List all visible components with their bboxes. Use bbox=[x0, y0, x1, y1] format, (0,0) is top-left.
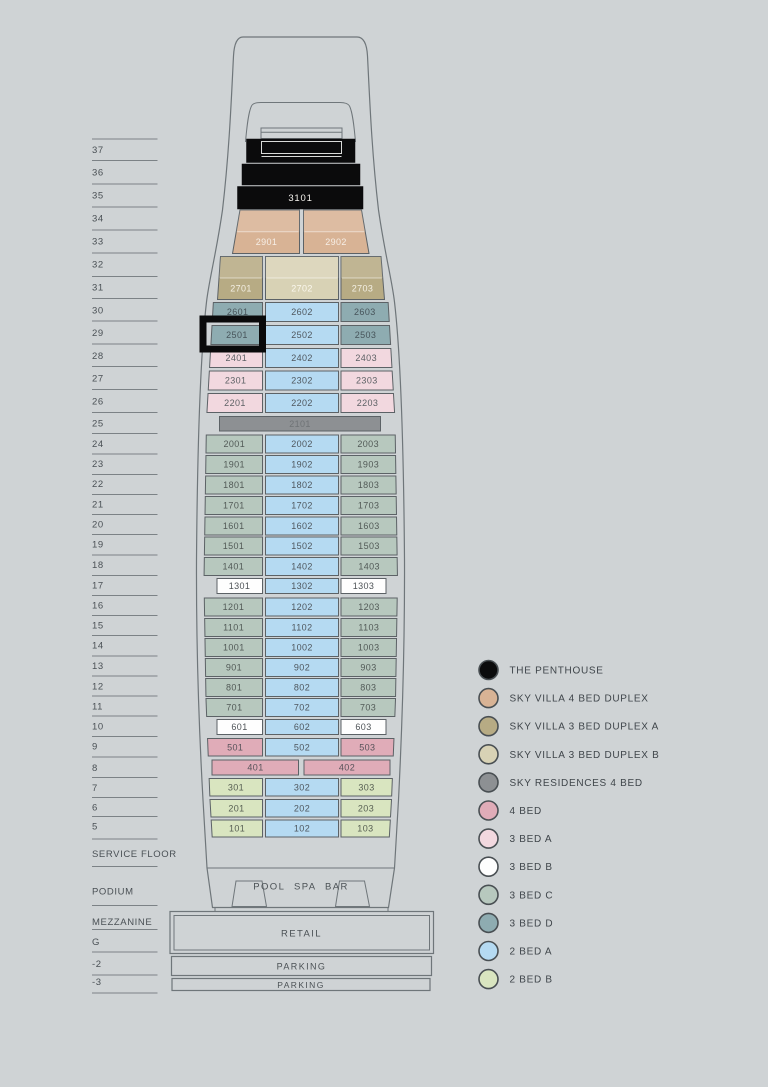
unit-cell-402[interactable] bbox=[304, 760, 390, 775]
unit-number: 2901 bbox=[255, 237, 278, 247]
unit-cell-401[interactable] bbox=[212, 760, 299, 775]
unit-number: 1602 bbox=[291, 521, 313, 532]
floor-label-7: 7 bbox=[92, 783, 98, 795]
floor-label-5: 5 bbox=[92, 821, 98, 833]
duplex-upper-half bbox=[304, 210, 366, 232]
unit-number: 801 bbox=[226, 682, 243, 693]
unit-cell-703[interactable] bbox=[341, 699, 396, 717]
unit-number: 301 bbox=[227, 782, 245, 793]
unit-number: 1702 bbox=[291, 500, 313, 511]
legend-label: THE PENTHOUSE bbox=[509, 665, 604, 677]
unit-cell-502[interactable] bbox=[266, 739, 339, 757]
legend-label: SKY RESIDENCES 4 BED bbox=[509, 777, 643, 789]
floor-label-29: 29 bbox=[92, 328, 104, 340]
duplex-upper-half bbox=[236, 210, 299, 232]
floor-label-27: 27 bbox=[92, 373, 104, 385]
unit-cell-803[interactable] bbox=[341, 679, 396, 697]
unit-cell-701[interactable] bbox=[206, 699, 263, 717]
unit-cell-2002[interactable] bbox=[266, 435, 339, 453]
unit-cell-2003[interactable] bbox=[341, 435, 396, 453]
floor-label-8: 8 bbox=[92, 763, 98, 775]
unit-number: 1302 bbox=[291, 581, 313, 592]
unit-number: 903 bbox=[360, 662, 377, 673]
unit-number: 902 bbox=[293, 662, 311, 673]
unit-cell-1203[interactable] bbox=[341, 598, 397, 616]
penthouse-block[interactable] bbox=[238, 139, 364, 209]
unit-number: 1601 bbox=[222, 521, 245, 532]
floor-label-20: 20 bbox=[92, 519, 104, 531]
unit-cell-2503[interactable] bbox=[341, 326, 391, 345]
floor-label-14: 14 bbox=[92, 640, 104, 652]
floor-label-31: 31 bbox=[92, 282, 104, 294]
unit-number: 2302 bbox=[291, 375, 313, 386]
floor-label-g: G bbox=[92, 937, 100, 949]
unit-cell-702[interactable] bbox=[266, 699, 339, 717]
floor-label-25: 25 bbox=[92, 418, 104, 430]
unit-cell-1503[interactable] bbox=[341, 537, 397, 555]
unit-number: 601 bbox=[231, 722, 248, 733]
legend bbox=[479, 661, 660, 989]
legend-item-3-bed-c bbox=[479, 885, 553, 904]
unit-cell-1801[interactable] bbox=[205, 476, 262, 494]
floor-label-service-floor: SERVICE FLOOR bbox=[92, 849, 177, 861]
unit-cell-1703[interactable] bbox=[341, 497, 396, 515]
parking-label-1: PARKING bbox=[276, 961, 327, 972]
unit-cell-2203[interactable] bbox=[341, 394, 395, 413]
unit-cell-2702[interactable] bbox=[266, 257, 339, 300]
rooftop-terrace-outline bbox=[261, 128, 342, 139]
legend-swatch-3-bed-a bbox=[479, 829, 498, 848]
unit-number: 1901 bbox=[223, 459, 245, 470]
parking-label-2: PARKING bbox=[277, 979, 325, 990]
legend-item-sky-residences-4-bed bbox=[479, 773, 643, 792]
pool-spa-bar-label: POOL SPA BAR bbox=[253, 881, 349, 893]
floor-label-26: 26 bbox=[92, 396, 104, 408]
unit-cell-1501[interactable] bbox=[204, 537, 262, 555]
unit-cell-1403[interactable] bbox=[341, 558, 397, 576]
floor-label-28: 28 bbox=[92, 351, 104, 363]
unit-cell-603[interactable] bbox=[341, 720, 386, 735]
unit-number: 1202 bbox=[291, 602, 313, 613]
unit-number: 2603 bbox=[354, 307, 376, 318]
floor-label-mezzanine: MEZZANINE bbox=[92, 917, 153, 929]
legend-item-3-bed-d bbox=[479, 913, 553, 932]
unit-number: 1102 bbox=[291, 622, 313, 633]
unit-cell-2101[interactable] bbox=[220, 417, 381, 432]
unit-cell-1201[interactable] bbox=[204, 598, 262, 616]
unit-number: 1203 bbox=[358, 602, 380, 613]
unit-cell-2703[interactable] bbox=[341, 257, 385, 300]
unit-cell-2602[interactable] bbox=[266, 303, 339, 322]
unit-number: 101 bbox=[228, 823, 246, 834]
unit-number: 2402 bbox=[291, 353, 313, 364]
unit-cell-1402[interactable] bbox=[266, 558, 339, 576]
legend-item-2-bed-a bbox=[479, 942, 552, 961]
unit-cell-1902[interactable] bbox=[266, 456, 339, 474]
unit-number: 2202 bbox=[291, 398, 313, 409]
unit-cell-1602[interactable] bbox=[266, 517, 339, 535]
legend-swatch-sky-villa-3-bed-duplex-a bbox=[479, 717, 498, 736]
unit-number: 401 bbox=[247, 762, 264, 773]
unit-number: 1703 bbox=[357, 500, 380, 511]
unit-number: 1401 bbox=[222, 561, 245, 572]
unit-cell-2201[interactable] bbox=[207, 394, 263, 413]
legend-label: 4 BED bbox=[509, 806, 542, 817]
unit-number: 1903 bbox=[357, 459, 380, 470]
unit-number: 302 bbox=[293, 782, 311, 793]
unit-cell-1903[interactable] bbox=[341, 456, 396, 474]
floor-label-21: 21 bbox=[92, 499, 104, 511]
unit-number: 2101 bbox=[289, 418, 311, 429]
legend-swatch-3-bed-c bbox=[479, 885, 498, 904]
unit-number: 1301 bbox=[228, 581, 251, 592]
floor-label-17: 17 bbox=[92, 580, 104, 592]
legend-swatch-sky-villa-4-bed-duplex bbox=[479, 689, 498, 708]
unit-number: 2403 bbox=[355, 353, 378, 364]
legend-swatch-4-bed bbox=[479, 801, 498, 820]
unit-number: 603 bbox=[355, 722, 372, 733]
floor-label-podium: PODIUM bbox=[92, 886, 134, 898]
unit-number: 702 bbox=[293, 702, 311, 713]
unit-number: 1003 bbox=[357, 642, 380, 653]
legend-item-3-bed-b bbox=[479, 857, 553, 876]
floor-label-23: 23 bbox=[92, 459, 104, 471]
unit-cell-1401[interactable] bbox=[204, 558, 262, 576]
unit-cell-1502[interactable] bbox=[266, 537, 339, 555]
legend-item-3-bed-a bbox=[479, 829, 552, 848]
legend-label: SKY VILLA 3 BED DUPLEX A bbox=[509, 721, 659, 733]
legend-label: 2 BED B bbox=[509, 974, 553, 986]
unit-number: 502 bbox=[293, 742, 311, 753]
unit-cell-1103[interactable] bbox=[341, 619, 397, 637]
unit-number: 2701 bbox=[230, 283, 252, 294]
unit-number: 901 bbox=[225, 662, 243, 673]
unit-number: 802 bbox=[293, 682, 311, 693]
unit-cell-802[interactable] bbox=[266, 679, 339, 697]
unit-cell-1302[interactable] bbox=[266, 579, 339, 594]
unit-cell-1101[interactable] bbox=[205, 619, 263, 637]
unit-number: 202 bbox=[293, 803, 311, 814]
unit-number: 303 bbox=[358, 782, 375, 793]
unit-cell-1601[interactable] bbox=[205, 517, 263, 535]
unit-cell-1002[interactable] bbox=[266, 639, 339, 657]
floor-label-33: 33 bbox=[92, 236, 104, 248]
penthouse-unit-number: 3101 bbox=[288, 192, 313, 204]
legend-item-4-bed bbox=[479, 801, 542, 820]
unit-cell-2303[interactable] bbox=[341, 371, 393, 390]
unit-number: 1701 bbox=[223, 500, 245, 511]
unit-number: 803 bbox=[360, 682, 377, 693]
unit-number: 201 bbox=[228, 803, 245, 814]
unit-cell-101[interactable] bbox=[211, 820, 262, 837]
unit-cell-2502[interactable] bbox=[266, 326, 339, 345]
unit-number: 1103 bbox=[358, 622, 380, 633]
floor-label-15: 15 bbox=[92, 620, 104, 632]
legend-label: 3 BED A bbox=[509, 834, 553, 846]
unit-cell-2301[interactable] bbox=[208, 371, 262, 390]
unit-cell-2001[interactable] bbox=[206, 435, 263, 453]
unit-number: 2201 bbox=[224, 398, 246, 409]
floor-label-13: 13 bbox=[92, 661, 104, 673]
legend-item-2-bed-b bbox=[479, 970, 553, 989]
legend-item-the-penthouse bbox=[479, 661, 604, 680]
unit-number: 501 bbox=[227, 742, 244, 753]
base-levels bbox=[170, 912, 434, 991]
unit-cell-2901[interactable] bbox=[233, 210, 300, 254]
unit-number: 703 bbox=[359, 702, 377, 713]
floor-label-32: 32 bbox=[92, 259, 104, 271]
legend-label: 2 BED A bbox=[509, 946, 553, 958]
floor-label-34: 34 bbox=[92, 213, 104, 225]
unit-number: 402 bbox=[338, 762, 356, 773]
unit-number: 2301 bbox=[224, 375, 247, 386]
floor-label-36: 36 bbox=[92, 167, 104, 179]
floor-label-11: 11 bbox=[92, 701, 104, 713]
legend-swatch-2-bed-b bbox=[479, 970, 498, 989]
legend-item-sky-villa-3-bed-duplex-b bbox=[479, 745, 660, 764]
unit-number: 1902 bbox=[291, 459, 313, 470]
unit-number: 1803 bbox=[357, 480, 380, 491]
duplex-upper-half bbox=[341, 257, 383, 279]
unit-number: 1101 bbox=[223, 622, 245, 633]
unit-number: 1503 bbox=[358, 541, 380, 552]
unit-cell-102[interactable] bbox=[266, 820, 339, 837]
unit-number: 2902 bbox=[325, 237, 347, 247]
legend-label: 3 BED D bbox=[509, 918, 554, 930]
unit-number: 2503 bbox=[354, 330, 377, 341]
unit-cell-201[interactable] bbox=[210, 800, 263, 818]
legend-swatch-sky-villa-3-bed-duplex-b bbox=[479, 745, 498, 764]
unit-number: 1201 bbox=[222, 602, 245, 613]
unit-number: 1002 bbox=[291, 642, 313, 653]
unit-number: 2002 bbox=[291, 439, 313, 450]
duplex-upper-half bbox=[219, 257, 263, 279]
unit-cell-2902[interactable] bbox=[304, 210, 370, 254]
unit-number: 2501 bbox=[226, 330, 248, 341]
floor-label-18: 18 bbox=[92, 560, 104, 572]
legend-label: 3 BED B bbox=[509, 862, 553, 874]
legend-swatch-3-bed-b bbox=[479, 857, 498, 876]
unit-cells bbox=[204, 210, 397, 837]
unit-number: 503 bbox=[359, 742, 376, 753]
unit-cell-503[interactable] bbox=[341, 739, 394, 757]
unit-number: 2702 bbox=[291, 283, 313, 294]
unit-cell-2402[interactable] bbox=[266, 349, 339, 368]
unit-number: 1802 bbox=[291, 480, 313, 491]
unit-number: 102 bbox=[293, 823, 311, 834]
floor-label-30: 30 bbox=[92, 305, 104, 317]
unit-number: 1001 bbox=[223, 642, 245, 653]
floor-label-35: 35 bbox=[92, 190, 104, 202]
unit-cell-2403[interactable] bbox=[341, 349, 392, 368]
unit-cell-501[interactable] bbox=[208, 739, 263, 757]
unit-number: 1603 bbox=[358, 521, 380, 532]
unit-cell-1701[interactable] bbox=[205, 497, 262, 515]
legend-item-sky-villa-3-bed-duplex-a bbox=[479, 717, 659, 736]
unit-cell-303[interactable] bbox=[341, 779, 392, 797]
unit-cell-203[interactable] bbox=[341, 800, 392, 818]
legend-label: SKY VILLA 3 BED DUPLEX B bbox=[509, 749, 660, 761]
unit-cell-1603[interactable] bbox=[341, 517, 397, 535]
legend-swatch-2-bed-a bbox=[479, 942, 498, 961]
unit-number: 1402 bbox=[291, 561, 313, 572]
floor-label-9: 9 bbox=[92, 741, 98, 753]
legend-swatch-3-bed-d bbox=[479, 913, 498, 932]
unit-cell-1802[interactable] bbox=[266, 476, 339, 494]
unit-number: 1801 bbox=[223, 480, 245, 491]
unit-cell-902[interactable] bbox=[266, 659, 339, 677]
unit-cell-302[interactable] bbox=[266, 779, 339, 797]
unit-cell-1003[interactable] bbox=[341, 639, 397, 657]
unit-cell-901[interactable] bbox=[205, 659, 262, 677]
unit-cell-2501[interactable] bbox=[211, 326, 263, 345]
floor-label-37: 37 bbox=[92, 145, 104, 157]
retail-label: RETAIL bbox=[281, 928, 322, 940]
unit-cell-301[interactable] bbox=[209, 779, 262, 797]
legend-item-sky-villa-4-bed-duplex bbox=[479, 689, 649, 708]
unit-number: 2203 bbox=[356, 398, 379, 409]
floor-label-12: 12 bbox=[92, 681, 104, 693]
unit-number: 602 bbox=[293, 722, 311, 733]
floor-label-3: -3 bbox=[92, 977, 102, 989]
unit-cell-2302[interactable] bbox=[266, 371, 339, 390]
unit-number: 2601 bbox=[226, 307, 249, 318]
unit-number: 2502 bbox=[291, 330, 313, 341]
legend-label: SKY VILLA 4 BED DUPLEX bbox=[509, 693, 649, 705]
floor-label-16: 16 bbox=[92, 600, 104, 612]
unit-cell-1803[interactable] bbox=[341, 476, 396, 494]
unit-number: 103 bbox=[357, 823, 374, 834]
unit-number: 2401 bbox=[225, 353, 248, 364]
floor-label-22: 22 bbox=[92, 479, 104, 491]
unit-number: 2602 bbox=[291, 307, 313, 318]
unit-cell-601[interactable] bbox=[217, 720, 263, 735]
unit-number: 203 bbox=[357, 803, 375, 814]
unit-cell-602[interactable] bbox=[266, 720, 339, 735]
floor-label-24: 24 bbox=[92, 439, 104, 451]
unit-cell-202[interactable] bbox=[266, 800, 339, 818]
unit-cell-2202[interactable] bbox=[266, 394, 339, 413]
unit-cell-103[interactable] bbox=[341, 820, 390, 837]
unit-number: 1403 bbox=[358, 561, 380, 572]
unit-cell-1901[interactable] bbox=[206, 456, 263, 474]
unit-cell-1301[interactable] bbox=[217, 579, 263, 594]
unit-number: 1501 bbox=[222, 541, 245, 552]
floor-rail bbox=[92, 139, 177, 993]
floor-label-10: 10 bbox=[92, 721, 104, 733]
podium-level bbox=[207, 868, 395, 912]
legend-swatch-sky-residences-4-bed bbox=[479, 773, 498, 792]
unit-number: 1502 bbox=[291, 541, 313, 552]
floor-label-2: -2 bbox=[92, 959, 102, 971]
unit-cell-2603[interactable] bbox=[341, 303, 389, 322]
unit-number: 2003 bbox=[357, 439, 379, 450]
unit-number: 2703 bbox=[351, 283, 374, 294]
unit-cell-1702[interactable] bbox=[266, 497, 339, 515]
unit-cell-1202[interactable] bbox=[266, 598, 339, 616]
duplex-upper-half bbox=[266, 257, 339, 279]
unit-cell-903[interactable] bbox=[341, 659, 396, 677]
unit-cell-1001[interactable] bbox=[205, 639, 263, 657]
legend-label: 3 BED C bbox=[509, 890, 554, 902]
tower-nose-inner-outline bbox=[246, 103, 356, 143]
floor-label-19: 19 bbox=[92, 539, 104, 551]
unit-number: 701 bbox=[226, 702, 243, 713]
unit-cell-1303[interactable] bbox=[341, 579, 386, 594]
unit-cell-801[interactable] bbox=[206, 679, 263, 697]
unit-number: 1303 bbox=[352, 581, 375, 592]
unit-cell-2701[interactable] bbox=[218, 257, 263, 300]
unit-number: 2303 bbox=[356, 375, 378, 386]
unit-cell-1102[interactable] bbox=[266, 619, 339, 637]
unit-number: 2001 bbox=[223, 439, 246, 450]
legend-swatch-the-penthouse bbox=[479, 661, 498, 680]
floor-label-6: 6 bbox=[92, 802, 98, 814]
